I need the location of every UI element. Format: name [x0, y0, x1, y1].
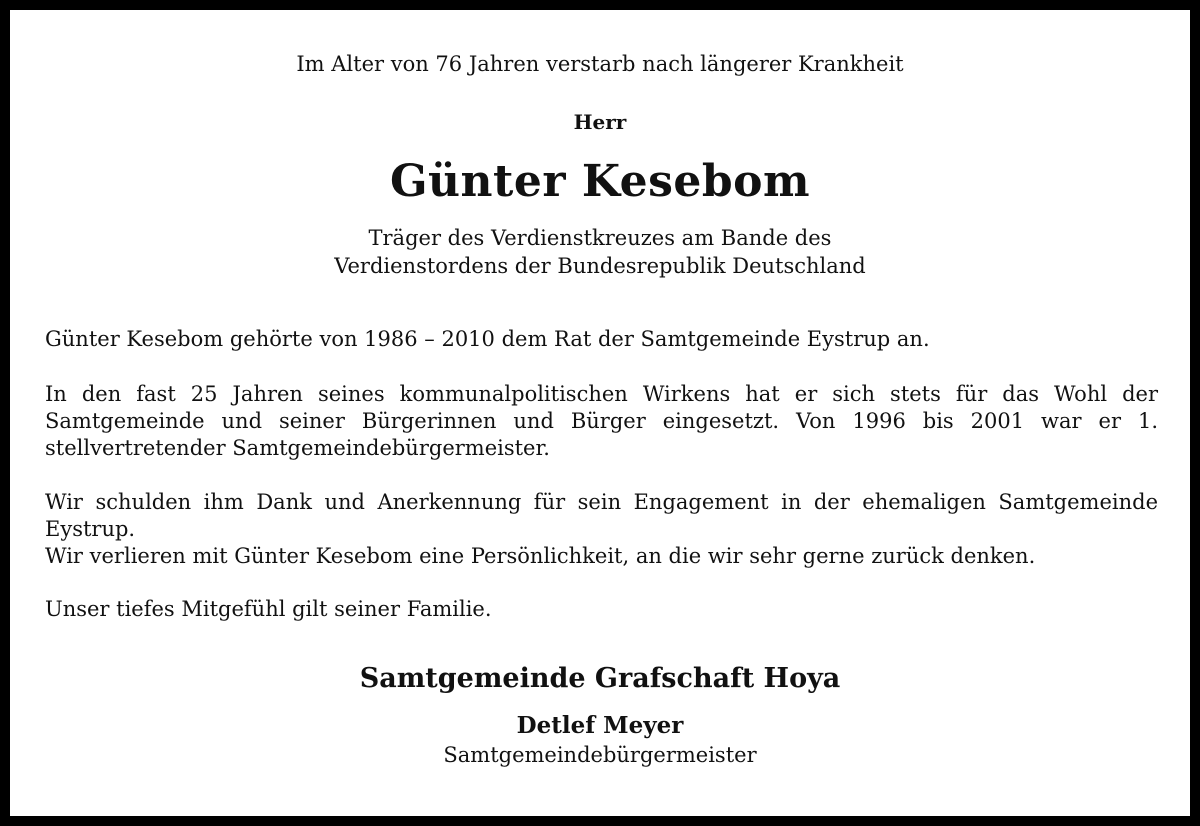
- signer-title: Samtgemeindebürgermeister: [443, 743, 757, 767]
- intro-line: Im Alter von 76 Jahren verstarb nach längerer Krankheit: [296, 52, 904, 76]
- paragraph-service: Günter Kesebom gehörte von 1986 – 2010 dem Rat der Samtgemeinde Eystrup an.: [45, 327, 930, 351]
- paragraph-gratitude: [45, 489, 1158, 570]
- salutation: Herr: [573, 110, 627, 134]
- paragraph-commitment: In den fast 25 Jahren seines kommunalpolitischen Wirkens hat er sich stets für das Wohl der Samtgemeinde und seiner Bürgerinnen und Bürger eingesetzt. Von 1996 bis 2001 war er 1. stellvertretender Samtgemeindebürgermeister.: [45, 382, 1158, 460]
- signer-name: Detlef Meyer: [516, 712, 684, 739]
- paragraph-gratitude-line-a: Wir schulden ihm Dank und Anerkennung für sein Engagement in der ehemaligen Samtgemeinde Eystrup.: [45, 490, 1158, 541]
- obituary-notice: [10, 10, 1190, 816]
- paragraph-condolence: Unser tiefes Mitgefühl gilt seiner Familie.: [45, 597, 492, 621]
- deceased-name: Günter Kesebom: [389, 156, 811, 207]
- paragraph-gratitude-line-b: Wir verlieren mit Günter Kesebom eine Persönlichkeit, an die wir sehr gerne zurück denken.: [45, 544, 1036, 568]
- honor-text: [10, 224, 1190, 280]
- organization-name: Samtgemeinde Grafschaft Hoya: [359, 663, 841, 694]
- honor-line-1: Träger des Verdienstkreuzes am Bande des: [368, 226, 832, 250]
- honor-line-2: Verdienstordens der Bundesrepublik Deutschland: [334, 254, 866, 278]
